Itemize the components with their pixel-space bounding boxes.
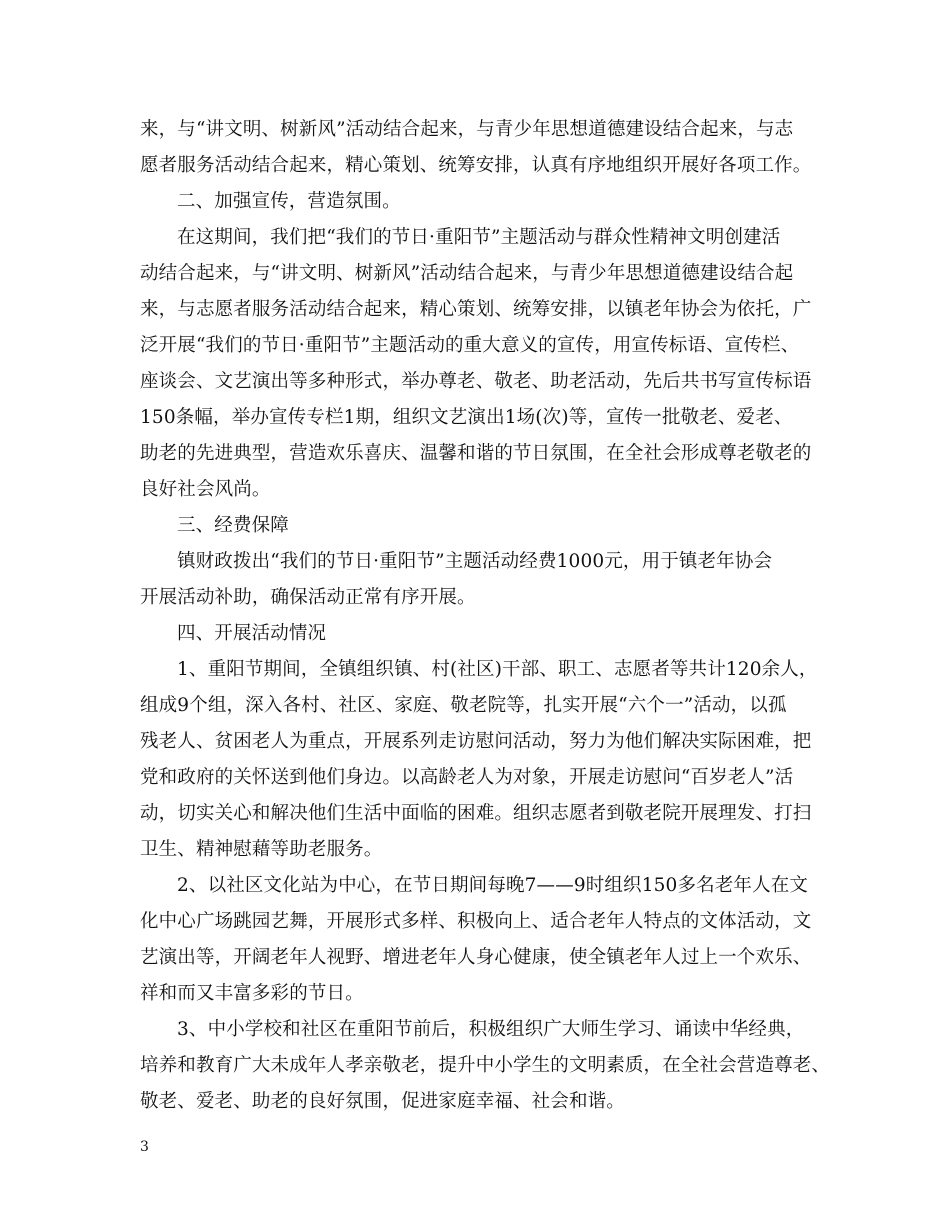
section-heading: 二、加强宣传，营造氛围。 [177,191,401,212]
text-line: 镇财政拨出“我们的节日·重阳节”主题活动经费1000元，用于镇老年协会 [177,551,773,572]
text-line: 艺演出等，开阔老年人视野、增进老年人身心健康，使全镇老年人过上一个欢乐、 [140,947,812,968]
text-line: 动结合起来，与“讲文明、树新风”活动结合起来，与青少年思想道德建设结合起 [140,263,794,284]
text-line: 在这期间，我们把“我们的节日·重阳节”主题活动与群众性精神文明创建活 [177,227,781,248]
text-line: 泛开展“我们的节日·重阳节”主题活动的重大意义的宣传，用宣传标语、宣传栏、 [140,335,800,356]
text-line: 化中心广场跳园艺舞，开展形式多样、积极向上、适合老年人特点的文体活动，文 [140,911,812,932]
text-line: 来，与“讲文明、树新风”活动结合起来，与青少年思想道德建设结合起来，与志 [140,119,794,140]
text-line: 良好社会风尚。 [140,479,271,500]
text-line: 2、以社区文化站为中心，在节日期间每晚7——9时组织150多名老年人在文 [177,875,809,896]
text-line: 150条幅，举办宣传专栏1期，组织文艺演出1场(次)等，宣传一批敬老、爱老、 [140,407,793,428]
text-line: 卫生、精神慰藉等助老服务。 [140,839,383,860]
text-line: 愿者服务活动结合起来，精心策划、统筹安排，认真有序地组织开展好各项工作。 [140,155,812,176]
text-line: 开展活动补助，确保活动正常有序开展。 [140,587,476,608]
text-line: 培养和教育广大未成年人孝亲敬老，提升中小学生的文明素质，在全社会营造尊老、 [140,1055,831,1076]
text-line: 敬老、爱老、助老的良好氛围，促进家庭幸福、社会和谐。 [140,1091,625,1112]
text-line: 3、中小学校和社区在重阳节前后，积极组织广大师生学习、诵读中华经典， [177,1019,805,1040]
text-line: 1、重阳节期间，全镇组织镇、村(社区)干部、职工、志愿者等共计120余人， [177,659,818,680]
section-heading: 四、开展活动情况 [177,623,327,644]
section-heading: 三、经费保障 [177,515,289,536]
text-line: 党和政府的关怀送到他们身边。以高龄老人为对象，开展走访慰问“百岁老人”活 [140,767,794,788]
text-line: 动，切实关心和解决他们生活中面临的困难。组织志愿者到敬老院开展理发、打扫 [140,803,812,824]
text-line: 组成9个组，深入各村、社区、家庭、敬老院等，扎实开展“六个一”活动，以孤 [140,695,787,716]
page-number: 3 [140,1139,149,1155]
text-line: 祥和而又丰富多彩的节日。 [140,983,364,1004]
text-line: 残老人、贫困老人为重点，开展系列走访慰问活动，努力为他们解决实际困难，把 [140,731,812,752]
text-line: 助老的先进典型，营造欢乐喜庆、温馨和谐的节日氛围，在全社会形成尊老敬老的 [140,443,812,464]
text-line: 来，与志愿者服务活动结合起来，精心策划、统筹安排，以镇老年协会为依托，广 [140,299,812,320]
text-line: 座谈会、文艺演出等多种形式，举办尊老、敬老、助老活动，先后共书写宣传标语 [140,371,812,392]
